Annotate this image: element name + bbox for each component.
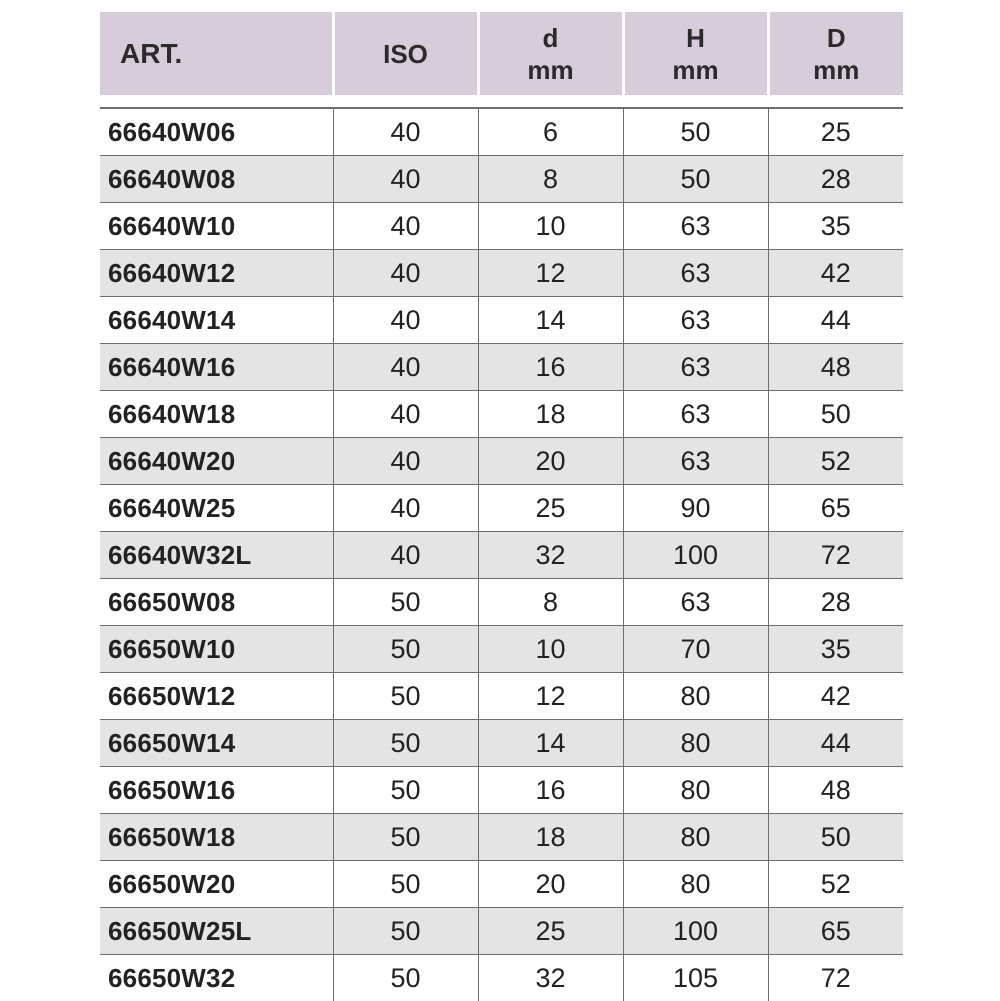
cell-h: 70 — [623, 626, 768, 673]
cell-d: 20 — [478, 438, 623, 485]
table-row — [100, 673, 903, 720]
cell-art: 66650W16 — [100, 767, 333, 814]
cell-d: 25 — [478, 908, 623, 955]
table-row — [100, 156, 903, 203]
table-header — [100, 12, 903, 108]
cell-iso: 50 — [333, 814, 478, 861]
cell-h: 63 — [623, 344, 768, 391]
table-row — [100, 861, 903, 908]
header-h-label: H — [625, 22, 767, 54]
cell-d: 32 — [478, 955, 623, 1001]
cell-dd: 28 — [768, 579, 903, 626]
cell-h: 90 — [623, 485, 768, 532]
cell-h: 100 — [623, 532, 768, 579]
cell-art: 66650W25L — [100, 908, 333, 955]
cell-art: 66650W12 — [100, 673, 333, 720]
cell-dd: 72 — [768, 532, 903, 579]
cell-art: 66640W32L — [100, 532, 333, 579]
cell-d: 20 — [478, 861, 623, 908]
cell-d: 8 — [478, 156, 623, 203]
header-dd-unit: mm — [770, 54, 904, 86]
cell-dd: 42 — [768, 250, 903, 297]
cell-art: 66650W32 — [100, 955, 333, 1001]
cell-d: 32 — [478, 532, 623, 579]
cell-d: 6 — [478, 108, 623, 156]
cell-h: 80 — [623, 767, 768, 814]
cell-iso: 40 — [333, 438, 478, 485]
cell-iso: 50 — [333, 767, 478, 814]
table-row — [100, 767, 903, 814]
spec-table — [100, 12, 903, 1001]
cell-d: 12 — [478, 673, 623, 720]
cell-dd: 48 — [768, 344, 903, 391]
cell-iso: 50 — [333, 579, 478, 626]
cell-h: 63 — [623, 297, 768, 344]
cell-art: 66650W10 — [100, 626, 333, 673]
cell-h: 63 — [623, 438, 768, 485]
cell-art: 66650W18 — [100, 814, 333, 861]
cell-h: 63 — [623, 579, 768, 626]
cell-dd: 52 — [768, 438, 903, 485]
table-row — [100, 908, 903, 955]
cell-art: 66640W06 — [100, 108, 333, 156]
cell-iso: 50 — [333, 908, 478, 955]
cell-art: 66640W14 — [100, 297, 333, 344]
header-d-label: d — [480, 22, 622, 54]
cell-dd: 72 — [768, 955, 903, 1001]
cell-h: 105 — [623, 955, 768, 1001]
header-art-label: ART. — [120, 38, 332, 70]
table-row — [100, 532, 903, 579]
cell-iso: 50 — [333, 673, 478, 720]
cell-d: 16 — [478, 344, 623, 391]
cell-d: 18 — [478, 391, 623, 438]
cell-art: 66650W20 — [100, 861, 333, 908]
cell-iso: 40 — [333, 297, 478, 344]
cell-iso: 40 — [333, 250, 478, 297]
table-row — [100, 438, 903, 485]
table-row — [100, 108, 903, 156]
cell-d: 14 — [478, 297, 623, 344]
table-row — [100, 814, 903, 861]
table-row — [100, 203, 903, 250]
cell-h: 63 — [623, 250, 768, 297]
cell-d: 10 — [478, 203, 623, 250]
table-body — [100, 108, 903, 1001]
table-row — [100, 344, 903, 391]
cell-d: 12 — [478, 250, 623, 297]
cell-dd: 44 — [768, 720, 903, 767]
cell-h: 80 — [623, 673, 768, 720]
cell-h: 50 — [623, 108, 768, 156]
cell-dd: 42 — [768, 673, 903, 720]
cell-h: 63 — [623, 203, 768, 250]
table-row — [100, 250, 903, 297]
cell-d: 8 — [478, 579, 623, 626]
cell-art: 66650W14 — [100, 720, 333, 767]
cell-art: 66640W08 — [100, 156, 333, 203]
cell-h: 80 — [623, 814, 768, 861]
cell-art: 66640W12 — [100, 250, 333, 297]
cell-h: 63 — [623, 391, 768, 438]
cell-h: 80 — [623, 720, 768, 767]
table-row — [100, 579, 903, 626]
cell-iso: 50 — [333, 720, 478, 767]
cell-iso: 40 — [333, 156, 478, 203]
header-d-unit: mm — [480, 54, 622, 86]
cell-dd: 48 — [768, 767, 903, 814]
cell-h: 80 — [623, 861, 768, 908]
cell-dd: 28 — [768, 156, 903, 203]
cell-art: 66640W16 — [100, 344, 333, 391]
table-row — [100, 297, 903, 344]
cell-h: 50 — [623, 156, 768, 203]
cell-art: 66640W10 — [100, 203, 333, 250]
cell-art: 66640W20 — [100, 438, 333, 485]
cell-d: 16 — [478, 767, 623, 814]
table-row — [100, 485, 903, 532]
cell-dd: 65 — [768, 908, 903, 955]
header-h-unit: mm — [625, 54, 767, 86]
table-row — [100, 626, 903, 673]
cell-dd: 50 — [768, 814, 903, 861]
cell-d: 18 — [478, 814, 623, 861]
header-dd-label: D — [770, 22, 904, 54]
cell-dd: 65 — [768, 485, 903, 532]
table-row — [100, 391, 903, 438]
cell-iso: 40 — [333, 203, 478, 250]
table-row — [100, 955, 903, 1001]
cell-d: 25 — [478, 485, 623, 532]
cell-iso: 50 — [333, 861, 478, 908]
cell-iso: 50 — [333, 955, 478, 1001]
header-dd — [768, 12, 903, 95]
header-d — [478, 12, 623, 95]
cell-iso: 40 — [333, 108, 478, 156]
cell-dd: 35 — [768, 626, 903, 673]
header-iso-label: ISO — [335, 38, 477, 70]
cell-iso: 40 — [333, 485, 478, 532]
cell-h: 100 — [623, 908, 768, 955]
cell-art: 66640W18 — [100, 391, 333, 438]
cell-dd: 50 — [768, 391, 903, 438]
cell-iso: 40 — [333, 532, 478, 579]
cell-art: 66650W08 — [100, 579, 333, 626]
cell-iso: 50 — [333, 626, 478, 673]
table-row — [100, 720, 903, 767]
header-art — [100, 12, 333, 95]
cell-d: 10 — [478, 626, 623, 673]
cell-iso: 40 — [333, 344, 478, 391]
cell-d: 14 — [478, 720, 623, 767]
header-h — [623, 12, 768, 95]
cell-iso: 40 — [333, 391, 478, 438]
cell-dd: 25 — [768, 108, 903, 156]
cell-art: 66640W25 — [100, 485, 333, 532]
cell-dd: 44 — [768, 297, 903, 344]
cell-dd: 52 — [768, 861, 903, 908]
header-iso — [333, 12, 478, 95]
cell-dd: 35 — [768, 203, 903, 250]
